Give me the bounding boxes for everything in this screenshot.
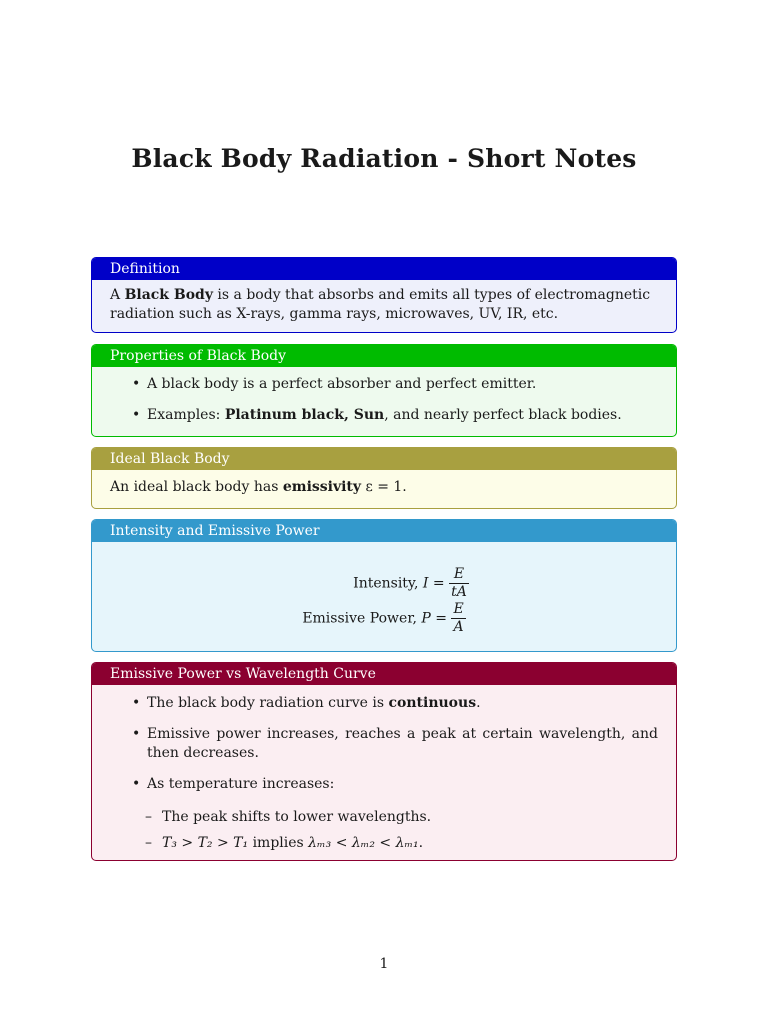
definition-body <box>92 280 676 332</box>
properties-header: Properties of Black Body <box>92 345 676 367</box>
curve-item-3: As temperature increases: <box>147 776 335 792</box>
eq2-var: P <box>421 610 431 627</box>
ideal-body <box>92 470 676 505</box>
intensity-equation <box>110 566 658 601</box>
ideal-box <box>91 447 677 509</box>
definition-text-prefix: A <box>110 287 125 303</box>
eq1-fraction <box>449 566 469 601</box>
curve-header: Emissive Power vs Wavelength Curve <box>92 663 676 685</box>
definition-header: Definition <box>92 258 676 280</box>
list-item <box>110 406 658 425</box>
intensity-box <box>91 519 677 652</box>
eq1-numerator: E <box>449 566 469 584</box>
curve-sub-2-end: . <box>418 835 424 851</box>
definition-box <box>91 257 677 333</box>
dash-icon: – <box>145 809 152 825</box>
bullet-icon: • <box>132 776 141 792</box>
curve-body <box>92 685 676 861</box>
curve-sub-2-math-2: λₘ₃ < λₘ₂ < λₘ₁ <box>308 835 419 851</box>
page-title: Black Body Radiation - Short Notes <box>131 144 637 173</box>
ideal-math: ε = 1. <box>361 479 407 495</box>
dash-icon: – <box>145 835 152 851</box>
sub-list-item <box>110 834 658 853</box>
bullet-icon: • <box>132 376 141 392</box>
curve-item-2: Emissive power increases, reaches a peak at certain wavelength, and then decreases. <box>147 726 658 761</box>
ideal-term: emissivity <box>282 479 362 495</box>
bullet-icon: • <box>132 695 141 711</box>
properties-item-2-rest: , and nearly perfect black bodies. <box>384 407 622 423</box>
bullet-icon: • <box>132 726 141 742</box>
page-number: 1 <box>379 956 389 972</box>
properties-item-2-bold: Platinum black, Sun <box>224 407 385 423</box>
curve-box <box>91 662 677 861</box>
eq2-fraction <box>451 601 465 636</box>
properties-box <box>91 344 677 437</box>
curve-sub-2-text: implies <box>248 835 309 851</box>
list-item <box>110 775 658 853</box>
properties-item-1: A black body is a perfect absorber and perfect emitter. <box>147 376 537 392</box>
curve-item-1-prefix: The black body radiation curve is <box>147 695 389 711</box>
sub-list-item <box>110 808 658 827</box>
ideal-text-prefix: An ideal black body has <box>110 479 283 495</box>
properties-body <box>92 367 676 433</box>
eq2-equals: = <box>430 610 452 627</box>
intensity-body <box>92 542 676 644</box>
curve-item-1-bold: continuous <box>388 695 477 711</box>
eq2-denominator: A <box>453 619 464 635</box>
intensity-header: Intensity and Emissive Power <box>92 520 676 542</box>
curve-item-1-rest: . <box>476 695 481 711</box>
curve-sub-1: The peak shifts to lower wavelengths. <box>162 809 432 825</box>
eq2-numerator: E <box>453 601 464 617</box>
bullet-icon: • <box>132 407 141 423</box>
definition-term: Black Body <box>124 287 213 303</box>
list-item <box>110 694 658 713</box>
eq2-label: Emissive Power, <box>302 610 422 627</box>
properties-item-2-prefix: Examples: <box>147 407 225 423</box>
eq1-var: I <box>422 575 429 592</box>
eq1-label: Intensity, <box>353 575 423 592</box>
eq1-denominator: tA <box>451 584 467 600</box>
eq1-equals: = <box>428 575 450 592</box>
list-item <box>110 375 658 394</box>
ideal-header: Ideal Black Body <box>92 448 676 470</box>
list-item <box>110 725 658 763</box>
curve-sub-2-math-1: T₃ > T₂ > T₁ <box>162 835 249 851</box>
emissive-power-equation <box>110 601 658 636</box>
definition-text: is a body that absorbs and emits all types of electromagnetic radiation such as X-rays, gamma rays, microwaves, UV, IR, etc. <box>110 287 651 322</box>
